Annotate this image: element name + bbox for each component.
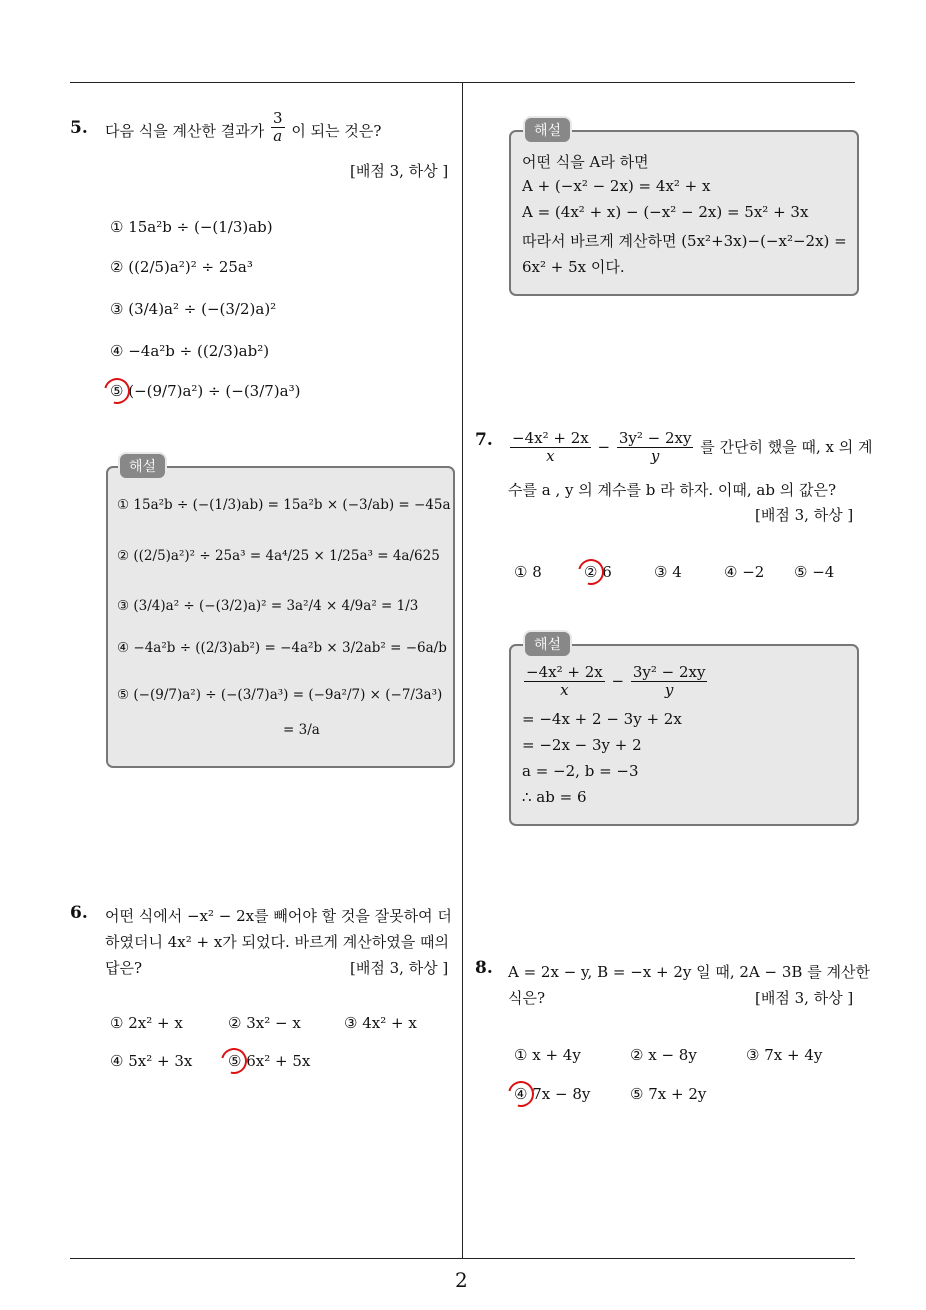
question-5-prompt-a: 다음 식을 계산한 결과가 <box>105 121 265 140</box>
q8-choice-2[interactable]: ② x − 8y <box>630 1046 697 1064</box>
q7-solution-minus: − <box>611 671 625 690</box>
q6-solution-line-1: 어떤 식을 A라 하면 <box>522 153 649 171</box>
q6-solution-line-5: 6x² + 5x 이다. <box>522 258 625 276</box>
q7-solution-line-1: = −4x + 2 − 3y + 2x <box>522 710 682 728</box>
q7-fraction-2: $\frac{\text{3y² − 2xy}}{y}$ <box>618 429 692 466</box>
question-5-prompt-b: 이 되는 것은? <box>291 121 382 140</box>
q7-choice-5[interactable]: ⑤ −4 <box>794 563 835 581</box>
q5-answer-mark <box>99 373 135 409</box>
q7-solution-line-4: ∴ ab = 6 <box>522 788 587 806</box>
q7-solution-fraction-2: $\frac{\text{3y² − 2xy}}{y}$ <box>632 663 706 700</box>
column-divider <box>462 82 463 1258</box>
q7-line-1-tail: 를 간단히 했을 때, x 의 계 <box>700 437 873 456</box>
q6-answer-mark <box>216 1043 252 1079</box>
q7-solution-line-3: a = −2, b = −3 <box>522 762 639 780</box>
q6-choice-4[interactable]: ④ 5x² + 3x <box>110 1052 193 1070</box>
q7-solution-tag: 해설 <box>523 630 572 658</box>
question-7-score: [배점 3, 하상 ] <box>755 506 854 524</box>
question-6-score: [배점 3, 하상 ] <box>350 959 449 977</box>
question-6-line-3: 답은? <box>105 959 143 977</box>
q5-solution-tag: 해설 <box>118 452 167 480</box>
q8-choice-1[interactable]: ① x + 4y <box>514 1046 581 1064</box>
q5-choice-4[interactable]: ④ −4a²b ÷ ((2/3)ab²) <box>110 342 270 360</box>
q5-choice-2[interactable]: ② ((2/5)a²)² ÷ 25a³ <box>110 258 253 276</box>
question-8-line-1: A = 2x − y, B = −x + 2y 일 때, 2A − 3B 를 계산한 <box>508 963 870 981</box>
q7-minus: − <box>597 437 611 456</box>
q7-choice-4[interactable]: ④ −2 <box>724 563 765 581</box>
q5-solution-line-1: ① 15a²b ÷ (−(1/3)ab) = 15a²b × (−3/ab) = −45a <box>117 497 451 513</box>
bottom-rule <box>70 1258 855 1259</box>
question-7-number: 7. <box>475 430 493 450</box>
q8-choice-5[interactable]: ⑤ 7x + 2y <box>630 1085 707 1103</box>
q6-solution-line-2: A + (−x² − 2x) = 4x² + x <box>522 177 711 195</box>
q5-solution-line-6: = 3/a <box>283 722 320 738</box>
q7-solution-line-2: = −2x − 3y + 2 <box>522 736 642 754</box>
q8-answer-mark <box>503 1076 539 1112</box>
q6-choice-1[interactable]: ① 2x² + x <box>110 1014 183 1032</box>
q7-choice-2[interactable]: ② 6 <box>584 563 612 581</box>
question-6-number: 6. <box>70 903 88 923</box>
question-5-fraction: $\frac{3}{a}$ <box>273 109 283 146</box>
q5-solution-line-4: ④ −4a²b ÷ ((2/3)ab²) = −4a²b × 3/2ab² = −6a/b <box>117 640 447 656</box>
q8-choice-4[interactable]: ④ 7x − 8y <box>514 1085 591 1103</box>
q5-choice-1[interactable]: ① 15a²b ÷ (−(1/3)ab) <box>110 218 273 236</box>
page-number: 2 <box>455 1268 468 1292</box>
question-6-line-1: 어떤 식에서 −x² − 2x를 빼어야 할 것을 잘못하여 더 <box>105 907 452 925</box>
question-5-score: [배점 3, 하상 ] <box>350 162 449 180</box>
q6-solution-line-3: A = (4x² + x) − (−x² − 2x) = 5x² + 3x <box>522 203 809 221</box>
question-7-line-2: 수를 a , y 의 계수를 b 라 하자. 이때, ab 의 값은? <box>508 481 836 499</box>
q8-choice-3[interactable]: ③ 7x + 4y <box>746 1046 823 1064</box>
question-5-prompt <box>105 109 382 146</box>
q7-choice-3[interactable]: ③ 4 <box>654 563 682 581</box>
q5-solution-line-5: ⑤ (−(9/7)a²) ÷ (−(3/7)a³) = (−9a²/7) × (−7/3a³) <box>117 687 443 703</box>
question-8-line-2: 식은? <box>508 989 546 1007</box>
q6-choice-2[interactable]: ② 3x² − x <box>228 1014 301 1032</box>
q6-solution-tag: 해설 <box>523 116 572 144</box>
question-8-number: 8. <box>475 958 493 978</box>
q6-solution-line-4: 따라서 바르게 계산하면 (5x²+3x)−(−x²−2x) = <box>522 232 847 250</box>
q7-solution-fraction-line <box>522 664 709 700</box>
q7-answer-mark <box>573 554 609 590</box>
question-5-number: 5. <box>70 118 88 138</box>
q6-choice-3[interactable]: ③ 4x² + x <box>344 1014 417 1032</box>
question-8-score: [배점 3, 하상 ] <box>755 989 854 1007</box>
q7-choice-1[interactable]: ① 8 <box>514 563 542 581</box>
q5-solution-line-2: ② ((2/5)a²)² ÷ 25a³ = 4a⁴/25 × 1/25a³ = 4a/625 <box>117 548 440 564</box>
question-6-line-2: 하였더니 4x² + x가 되었다. 바르게 계산하였을 때의 <box>105 933 450 951</box>
q5-solution-line-3: ③ (3/4)a² ÷ (−(3/2)a)² = 3a²/4 × 4/9a² = 1/3 <box>117 598 419 614</box>
q7-solution-fraction-1: $\frac{\text{−4x² + 2x}}{x}$ <box>526 663 603 700</box>
q5-choice-5[interactable]: ⑤ (−(9/7)a²) ÷ (−(3/7)a³) <box>110 382 301 400</box>
q5-choice-3[interactable]: ③ (3/4)a² ÷ (−(3/2)a)² <box>110 300 277 318</box>
q7-fraction-1: $\frac{\text{−4x² + 2x}}{x}$ <box>512 429 589 466</box>
q6-choice-5[interactable]: ⑤ 6x² + 5x <box>228 1052 311 1070</box>
question-7-line-1 <box>508 430 873 466</box>
